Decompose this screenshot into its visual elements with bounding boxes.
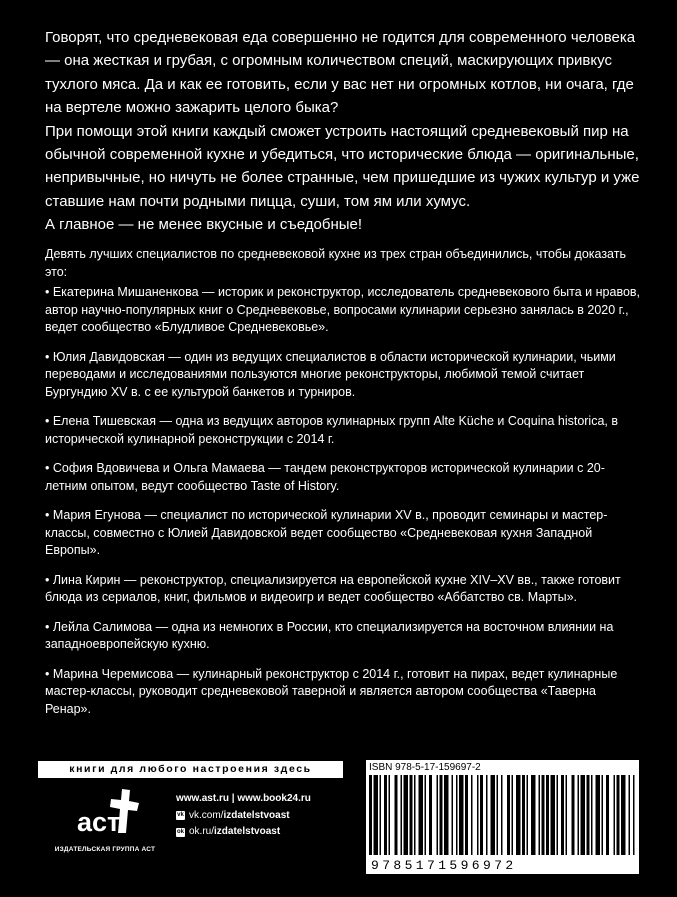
barcode-bar	[465, 775, 468, 855]
barcode-bar	[596, 775, 601, 855]
barcode-bar	[414, 775, 416, 855]
barcode-bar	[561, 775, 564, 855]
author-item: • Лина Кирин — реконструктор, специализируется на европейской кухне XIV–XV вв., также готовит блюда из сериалов, книг, фильмов и видеоигр и ведет сообщество «Аббатство св. Марты».	[45, 572, 621, 605]
author-item: • Юлия Давидовская — один из ведущих специалистов в области исторической кулинарии, чьими переводами и исследованиями пользуются многие реконструкторы, любимой темой считает Бургундию XV в. с ее культурой банкетов и турниров.	[45, 349, 616, 399]
barcode-bar	[404, 775, 409, 855]
barcode-bar	[507, 775, 510, 855]
barcode-bar	[456, 775, 458, 855]
barcode-bar	[410, 775, 413, 855]
sites-link[interactable]: www.ast.ru | www.book24.ru	[176, 793, 311, 804]
barcode-bar	[471, 775, 473, 855]
barcode-bar	[384, 775, 387, 855]
barcode-bar	[512, 775, 514, 855]
author-item: • Мария Егунова — специалист по исторической кулинарии XV в., проводит семинары и мастер-классы, совместно с Юлией Давидовской ведет сообщество «Средневековая кухня Западной Европы».	[45, 508, 608, 558]
barcode-bar	[380, 775, 382, 855]
barcode-bar	[429, 775, 432, 855]
barcode-bar	[395, 775, 398, 855]
barcode-bar	[633, 775, 635, 855]
intro-paragraph-1: Говорят, что средневековая еда совершенно не годится для современного человека — она жесткая и грубая, с огромным количеством специй, маскирующих привкус тухлого мяса. Да и как ее готовить, если у вас нет ни огромных котлов, ни очага, где на вертеле можно зажарить целого быка?	[45, 29, 636, 117]
barcode-bar	[516, 775, 521, 855]
barcode-bar	[531, 775, 536, 855]
barcode-bar	[527, 775, 529, 855]
barcode-bar	[419, 775, 424, 855]
barcode-bar	[629, 775, 631, 855]
ok-prefix: ok.ru/	[189, 826, 215, 837]
barcode-bar	[477, 775, 479, 855]
author-item: • Лейла Салимова — одна из немногих в России, кто специализируется на восточном влиянии на западноевропейскую кухню.	[45, 619, 614, 652]
barcode-bar	[497, 775, 499, 855]
publisher-name: ИЗДАТЕЛЬСКАЯ ГРУППА АСТ	[54, 846, 156, 853]
barcode-bar	[501, 775, 503, 855]
barcode-bar	[572, 775, 575, 855]
barcode-bar	[566, 775, 568, 855]
logo-text: аст	[77, 807, 121, 835]
isbn-label: ISBN 978-5-17-159697-2	[369, 762, 481, 773]
barcode-digits: 9785171596972	[371, 858, 517, 873]
barcode-bar	[551, 775, 556, 855]
barcode-bar	[425, 775, 427, 855]
author-item: • Елена Тишевская — одна из ведущих авторов кулинарных групп Alte Küche и Coquina historica, в исторической кулинарной реконструкции с 2014 г.	[45, 414, 618, 446]
intro-paragraph-2: При помощи этой книги каждый сможет устроить настоящий средневековый пир на обычной современной кухне и убедиться, что исторические блюда — оригинальные, непривычные, но ничуть не более странные, чем пришедшие из чужих культур и уже ставшие нам почти родными пицца, суши, том ям или хумус.	[45, 122, 640, 210]
barcode-bar	[374, 775, 379, 855]
barcode-bar	[459, 775, 464, 855]
barcode-bar	[539, 775, 541, 855]
barcode-bar	[578, 775, 580, 855]
barcode-bar	[606, 775, 609, 855]
barcode-bar	[546, 775, 549, 855]
barcode-bars	[367, 775, 637, 855]
barcode-bar	[480, 775, 483, 855]
barcode-bar	[440, 775, 443, 855]
barcode-bar	[557, 775, 559, 855]
barcode-bar	[621, 775, 626, 855]
barcode-bar	[452, 775, 454, 855]
vk-prefix: vk.com/	[189, 809, 224, 821]
barcode-bar	[587, 775, 590, 855]
barcode-bar	[617, 775, 620, 855]
author-item: • Екатерина Мишаненкова — историк и реконструктор, исследователь средневекового быта и нравов, автор научно-популярных книг о Средневековье, вопросами кулинарии серьезно занялась в 2020 г., ведет сообщество «Блудливое Средневековье».	[45, 285, 641, 335]
authors-lead: Девять лучших специалистов по средневековой кухне из трех стран объединились, чтобы доказать это:	[45, 247, 626, 279]
barcode	[366, 760, 639, 874]
tagline-banner: книги для любого настроения здесь	[38, 761, 343, 778]
author-item: • София Вдовичева и Ольга Мамаева — тандем реконструкторов исторической кулинарии с 20-летним опытом, ведут сообщество Taste of History.	[45, 461, 605, 493]
publisher-links	[176, 791, 311, 841]
author-item: • Марина Черемисова — кулинарный реконструктор с 2014 г., готовит на пирах, ведет кулинарные мастер-классы, руководит средневековой таверной и является автором сообщества «Таверна Ренар».	[45, 666, 618, 716]
barcode-bar	[401, 775, 403, 855]
barcode-bar	[486, 775, 488, 855]
barcode-bar	[591, 775, 593, 855]
barcode-bar	[602, 775, 604, 855]
vk-link[interactable]	[176, 808, 311, 825]
vk-icon: vk	[177, 812, 184, 819]
barcode-bar	[542, 775, 545, 855]
barcode-bar	[444, 775, 449, 855]
barcode-bar	[369, 775, 372, 855]
barcode-bar	[581, 775, 586, 855]
ast-logo-icon	[75, 787, 145, 835]
ok-handle: izdatelstvoast	[214, 826, 281, 837]
barcode-bar	[491, 775, 496, 855]
barcode-bar	[614, 775, 616, 855]
authors-list	[45, 284, 645, 730]
intro-paragraph-3: А главное — не менее вкусные и съедобные!	[45, 216, 363, 234]
barcode-bar	[437, 775, 439, 855]
ok-link[interactable]	[176, 824, 311, 841]
barcode-bar	[389, 775, 391, 855]
barcode-bar	[522, 775, 525, 855]
ok-icon: ok	[176, 828, 184, 835]
vk-handle: izdatelstvoast	[223, 809, 290, 821]
intro-text	[45, 26, 645, 237]
